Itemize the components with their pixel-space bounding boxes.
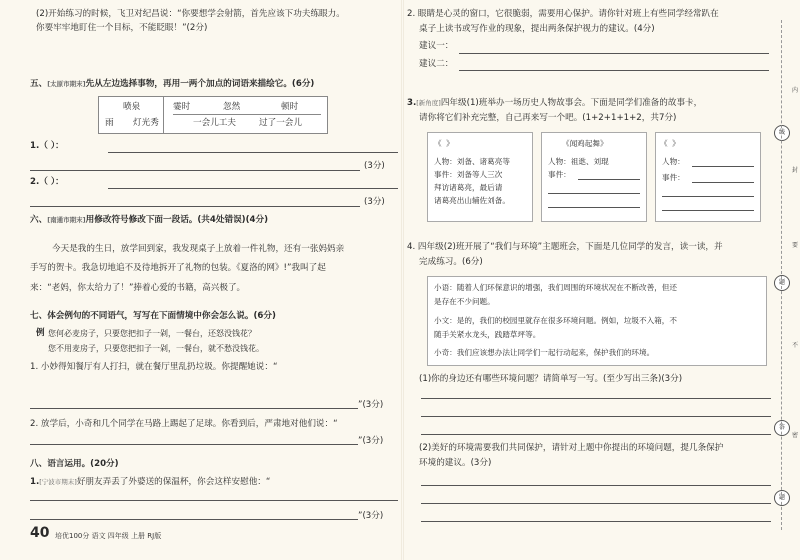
story-title[interactable]: 《 》 <box>434 139 454 148</box>
binding-char: 封 <box>792 167 799 174</box>
question-text: (2)美好的环境需要我们共同保护，请针对上题中你提出的环境问题，提几条保护 <box>419 443 724 453</box>
question-text: 你要牢牢地盯住一个目标，不能眨眼！”(2分) <box>36 23 208 33</box>
binding-circle: 答 <box>774 420 790 436</box>
speech-line: 小语：随着人们环保意识的增强，我们周围的环境状况在不断改善，但还 <box>434 283 677 292</box>
answer-line[interactable] <box>578 179 640 180</box>
page-footer: 培优100分 语文 四年级 上册 RJ版 <box>55 532 162 540</box>
score: ”(3分) <box>358 436 384 446</box>
question-text: 2. 眼睛是心灵的窗口，它很脆弱，需要用心保护。请你针对班上有些同学经常趴在 <box>407 9 719 19</box>
binding-circle: 题 <box>774 490 790 506</box>
story-card <box>541 132 647 222</box>
score: (3分) <box>364 197 385 207</box>
question-text: 1.[宁波市期末]好朋友弄丢了外婆送的保温杯，你会这样安慰他：“ <box>30 477 271 487</box>
answer-line[interactable] <box>30 206 360 207</box>
answer-line[interactable] <box>662 196 754 197</box>
word-item: 灯光秀 <box>133 118 159 128</box>
word-item: 雨 <box>105 118 114 128</box>
story-line: 事件： <box>548 170 571 179</box>
answer-line[interactable] <box>30 408 358 409</box>
question-text: 请你将它们补充完整，自己再来写一个吧。(1+2+1+1+2，共7分) <box>419 113 677 123</box>
speech-line: 小文：是的，我们的校园里就存在很多环境问题。例如，垃圾不入箱，不 <box>434 316 677 325</box>
discussion-box <box>427 276 767 366</box>
story-line: 人物： <box>662 157 685 166</box>
answer-line[interactable] <box>30 500 398 501</box>
binding-edge <box>774 20 799 530</box>
word-item: 过了一会儿 <box>259 118 302 128</box>
story-card <box>655 132 761 222</box>
answer-line[interactable] <box>692 166 754 167</box>
question-text: 3.[新角度]四年级(1)班举办一场历史人物故事会。下面是同学们准备的故事卡， <box>407 98 703 108</box>
cut-line <box>781 20 782 530</box>
binding-char: 密 <box>792 432 799 439</box>
suggestion-label: 建议一： <box>419 41 454 51</box>
answer-line[interactable] <box>421 521 771 522</box>
word-item: 霎时 <box>173 102 191 112</box>
question-text: 桌子上读书或写作业的现象，提出两条保护视力的建议。(4分) <box>419 24 655 34</box>
section-8-title: 八、语言运用。(20分) <box>30 459 119 469</box>
answer-line[interactable] <box>30 519 358 520</box>
page-number: 40 <box>30 525 50 541</box>
suggestion-label: 建议二： <box>419 59 454 69</box>
answer-label: 2.（ ）： <box>30 177 64 187</box>
answer-line[interactable] <box>421 398 771 399</box>
story-line: 人物：刘备、诸葛亮等 <box>434 157 510 166</box>
story-card <box>427 132 533 222</box>
answer-line[interactable] <box>421 503 771 504</box>
speech-line: 小奇：我们应该想办法让同学们一起行动起来，保护我们的环境。 <box>434 348 655 357</box>
divider <box>173 114 321 115</box>
answer-label: 1.（ ）： <box>30 141 64 151</box>
answer-line[interactable] <box>421 485 771 486</box>
answer-line[interactable] <box>30 170 360 171</box>
page-fold <box>401 0 404 560</box>
speech-line: 随手关紧水龙头，践踏草坪等。 <box>434 330 541 339</box>
section-6-title: 六、[南通市期末]用修改符号修改下面一段话。(共4处错误)(4分) <box>30 215 269 225</box>
score: ”(3分) <box>358 400 384 410</box>
question-text: 2. 放学后，小奇和几个同学在马路上踢起了足球。你看到后，严肃地对他们说：“ <box>30 419 338 429</box>
answer-line[interactable] <box>459 53 769 54</box>
answer-line[interactable] <box>459 70 769 71</box>
example-label: 例 <box>36 328 45 338</box>
answer-line[interactable] <box>108 152 398 153</box>
question-text: 1. 小妙得知餐厅有人打扫，就在餐厅里乱扔垃圾。你提醒她说：“ <box>30 362 278 372</box>
question-text: 环境的建议。(3分) <box>419 458 492 468</box>
binding-circle: 线 <box>774 125 790 141</box>
question-text: 4. 四年级(2)班开展了“我们与环境”主题班会，下面是几位同学的发言，读一读，并 <box>407 242 723 252</box>
score: ”(3分) <box>358 511 384 521</box>
answer-line[interactable] <box>548 207 640 208</box>
word-item: 喷泉 <box>123 102 141 112</box>
binding-char: 要 <box>792 242 799 249</box>
score: (3分) <box>364 161 385 171</box>
answer-line[interactable] <box>662 210 754 211</box>
paragraph-line: 来：“老妈，你太给力了！”捧着心爱的书籍，高兴极了。 <box>30 283 246 293</box>
paragraph-line: 今天是我的生日，放学回到家，我发现桌子上放着一件礼物，还有一张妈妈亲 <box>52 244 345 254</box>
binding-char: 不 <box>792 342 799 349</box>
question-text: (1)你的身边还有哪些环境问题？请简单写一写。(至少写出三条)(3分) <box>419 374 683 384</box>
section-7-title: 七、体会例句的不同语气，写写在下面情境中你会怎么说。(6分) <box>30 311 276 321</box>
question-text: 完成练习。(6分) <box>419 257 483 267</box>
answer-line[interactable] <box>108 188 398 189</box>
answer-line[interactable] <box>548 193 640 194</box>
story-line: 事件： <box>662 173 685 182</box>
answer-line[interactable] <box>30 444 358 445</box>
word-choice-box <box>98 96 328 134</box>
question-text: (2)开始练习的时候，飞卫对纪昌说：“你要想学会射箭，首先应该下功夫练眼力。 <box>36 9 345 19</box>
answer-line[interactable] <box>421 416 771 417</box>
example-sentence: 您何必麦房子，只要您把扣子一剁，一餐台，还怒没钱花？ <box>48 329 256 338</box>
binding-char: 内 <box>792 87 799 94</box>
section-5-title: 五、[太原市期末]先从左边选择事物，再用一两个加点的词语来描绘它。(6分) <box>30 79 315 89</box>
story-title: 《闻鸡起舞》 <box>562 139 608 148</box>
story-title[interactable]: 《 》 <box>660 139 680 148</box>
answer-line[interactable] <box>421 434 771 435</box>
word-item: 忽然 <box>223 102 241 112</box>
answer-line[interactable] <box>692 182 754 183</box>
story-line: 人物：祖逖、刘琨 <box>548 157 609 166</box>
right-page <box>407 0 772 528</box>
story-line: 事件：刘备等人三次 <box>434 170 503 179</box>
divider <box>163 97 164 133</box>
paragraph-line: 手写的贺卡。我急切地追不及待地拆开了礼物的包装。《夏洛的网》!”我叫了起 <box>30 263 326 273</box>
word-item: 顿时 <box>281 102 299 112</box>
speech-line: 是存在不少问题。 <box>434 297 495 306</box>
story-line: 拜访诸葛亮，最后请 <box>434 183 503 192</box>
word-item: 一会儿工夫 <box>193 118 236 128</box>
binding-circle: 题 <box>774 275 790 291</box>
story-line: 诸葛亮出山辅佐刘备。 <box>434 196 510 205</box>
example-sentence: 您不用麦房子，只要您把扣子一剁，一餐台，就不愁没钱花。 <box>48 344 264 353</box>
left-page <box>30 0 398 528</box>
